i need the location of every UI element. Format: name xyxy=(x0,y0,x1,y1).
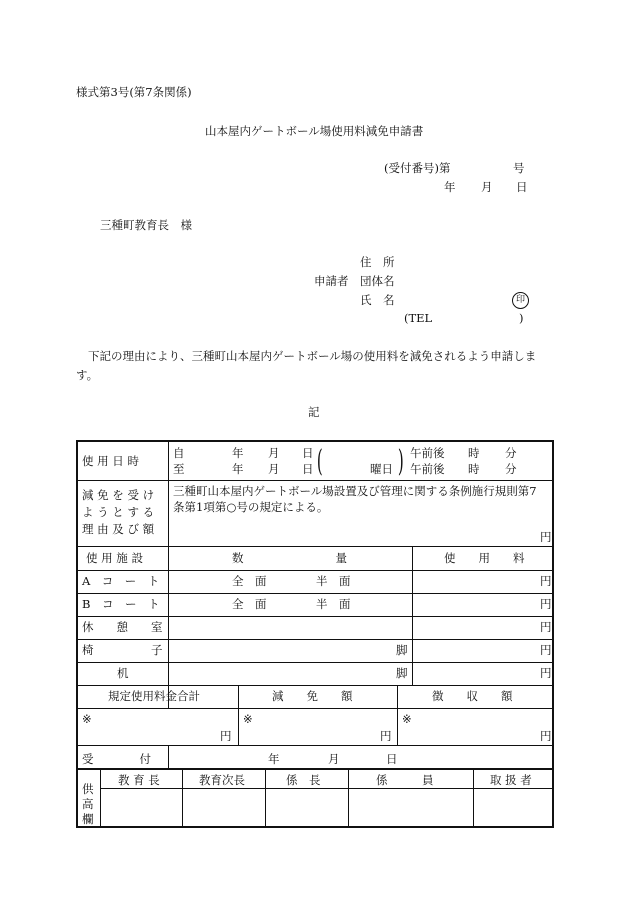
desk-label: 机 xyxy=(117,666,129,680)
collection-yen: 円 xyxy=(540,729,552,743)
supply-column-label: 供高欄 xyxy=(82,782,94,826)
staff-education-chief: 教 育 長 xyxy=(118,773,160,787)
collection-amount-label: 徴 収 額 xyxy=(432,689,513,703)
chair-legs: 脚 xyxy=(396,643,408,657)
from-minute: 分 xyxy=(505,446,517,460)
received-month: 月 xyxy=(328,752,340,766)
reason-label-1: 減 免 を 受 け xyxy=(82,488,155,502)
document-title: 山本屋内ゲートボール場使用料減免申請書 xyxy=(205,124,424,138)
desk-yen: 円 xyxy=(540,666,552,680)
from-year: 年 xyxy=(232,446,244,460)
weekday-label: 曜日 xyxy=(370,462,393,476)
date-year: 年 xyxy=(444,180,456,194)
reduction-yen: 円 xyxy=(380,729,392,743)
court-b-label: B コ ー ト xyxy=(82,597,160,611)
desk-legs: 脚 xyxy=(396,666,408,680)
received-year: 年 xyxy=(268,752,280,766)
court-a-label: A コ ー ト xyxy=(82,574,160,588)
court-b-full: 全 面 xyxy=(232,597,267,611)
court-a-half: 半 面 xyxy=(316,574,351,588)
to-year: 年 xyxy=(232,462,244,476)
from-day: 日 xyxy=(302,446,314,460)
rest-room-yen: 円 xyxy=(540,620,552,634)
staff-section-chief: 係 長 xyxy=(286,773,321,787)
reason-text-1: 三種町山本屋内ゲートボール場設置及び管理に関する条例施行規則第7 xyxy=(173,484,537,498)
from-ampm: 午前後 xyxy=(410,446,445,460)
date-month: 月 xyxy=(481,180,493,194)
reduction-amount-label: 減 免 額 xyxy=(272,689,353,703)
rest-room-label: 休 憩 室 xyxy=(82,620,163,634)
name-label: 氏 名 xyxy=(360,293,395,307)
to-hour: 時 xyxy=(468,462,480,476)
address-label: 住 所 xyxy=(360,255,395,269)
court-b-half: 半 面 xyxy=(316,597,351,611)
open-bracket: ( xyxy=(316,444,323,479)
to-month: 月 xyxy=(268,462,280,476)
chair-label: 椅 子 xyxy=(82,643,163,657)
col-facility-header: 使 用 施 設 xyxy=(86,551,143,565)
to-label: 至 xyxy=(173,462,185,476)
usage-datetime-label: 使 用 日 時 xyxy=(82,454,139,468)
court-b-yen: 円 xyxy=(540,597,552,611)
from-hour: 時 xyxy=(468,446,480,460)
request-paragraph-line2: す。 xyxy=(76,368,99,382)
total-kome: ※ xyxy=(82,712,92,726)
total-fee-label: 規定使用料金合計 xyxy=(108,689,200,703)
close-bracket: ) xyxy=(397,444,404,479)
receipt-suffix: 号 xyxy=(513,161,525,175)
court-a-yen: 円 xyxy=(540,574,552,588)
date-day: 日 xyxy=(516,180,528,194)
request-paragraph-line1: 下記の理由により、三種町山本屋内ゲートボール場の使用料を減免されるよう申請しま xyxy=(88,349,537,363)
to-minute: 分 xyxy=(505,462,517,476)
tel-close: ) xyxy=(519,311,524,325)
received-label: 受 付 xyxy=(82,752,151,766)
col-quantity-header: 数 量 xyxy=(232,551,347,565)
tel-open: (TEL xyxy=(404,311,433,325)
collection-kome: ※ xyxy=(402,712,412,726)
staff-handler: 取 扱 者 xyxy=(490,773,532,787)
seal-mark: 印 xyxy=(512,292,529,309)
staff-member: 係 員 xyxy=(376,773,434,787)
receipt-label: (受付番号)第 xyxy=(384,161,451,175)
from-month: 月 xyxy=(268,446,280,460)
court-a-full: 全 面 xyxy=(232,574,267,588)
group-label: 団体名 xyxy=(360,274,395,288)
addressee: 三種町教育長 様 xyxy=(100,218,192,232)
reduction-kome: ※ xyxy=(243,712,253,726)
reason-label-2: よ う と す る xyxy=(82,505,155,519)
form-number: 様式第3号(第7条関係) xyxy=(76,85,192,99)
reason-label-3: 理 由 及 び 額 xyxy=(82,522,155,536)
to-day: 日 xyxy=(302,462,314,476)
received-day: 日 xyxy=(386,752,398,766)
col-fee-header: 使 用 料 xyxy=(444,551,525,565)
reason-yen: 円 xyxy=(540,530,552,544)
from-label: 自 xyxy=(173,446,185,460)
staff-deputy-chief: 教育次長 xyxy=(199,773,245,787)
chair-yen: 円 xyxy=(540,643,552,657)
to-ampm: 午前後 xyxy=(410,462,445,476)
ki-heading: 記 xyxy=(308,405,320,419)
applicant-label: 申請者 xyxy=(314,274,349,288)
total-yen: 円 xyxy=(220,729,232,743)
reason-text-2: 条第1項第○号の規定による。 xyxy=(173,500,329,514)
